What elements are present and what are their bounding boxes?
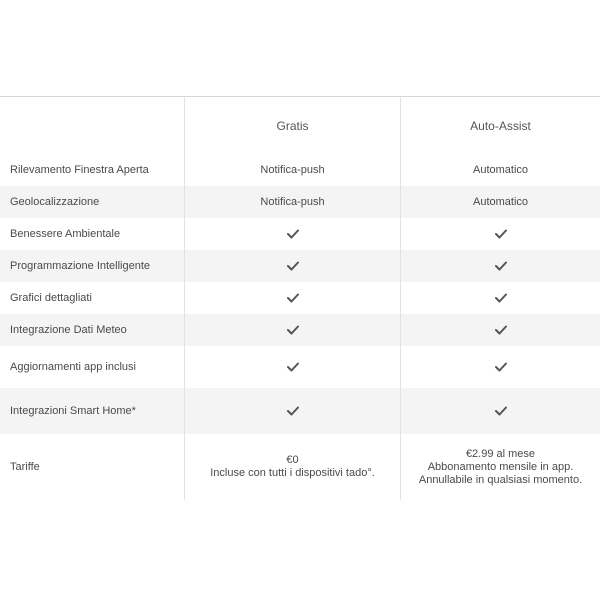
header-empty-cell [0,97,185,155]
table-header-row [0,97,600,155]
check-icon [495,406,507,416]
free-value: Notifica-push [185,186,401,218]
free-value: Notifica-push [185,155,401,186]
table-row [0,250,600,282]
price-note: Incluse con tutti i dispositivi tado°. [210,467,375,479]
header-plan-auto: Auto-Assist [470,118,531,133]
feature-label: Benessere Ambientale [0,218,185,250]
check-icon [287,325,299,335]
table-row [0,314,600,346]
comparison-table [0,96,600,500]
check-icon [495,293,507,303]
table-row [0,155,600,186]
feature-label: Tariffe [0,434,185,500]
feature-label: Rilevamento Finestra Aperta [0,155,185,186]
check-icon [495,261,507,271]
feature-label: Integrazioni Smart Home* [0,388,185,434]
check-icon [287,362,299,372]
check-icon [495,362,507,372]
free-price [185,434,401,500]
check-icon [287,261,299,271]
feature-label: Geolocalizzazione [0,186,185,218]
table-row [0,186,600,218]
check-icon [495,325,507,335]
price-amount: €2.99 al mese [465,447,536,460]
feature-label: Programmazione Intelligente [0,250,185,282]
table-row [0,282,600,314]
auto-value: Automatico [472,195,529,208]
feature-label: Integrazione Dati Meteo [0,314,185,346]
pricing-row [0,434,600,500]
auto-value: Automatico [472,164,529,176]
price-note: Annullabile in qualsiasi momento. [418,473,583,486]
feature-label: Aggiornamenti app inclusi [0,346,185,388]
feature-label: Grafici dettagliati [0,282,185,314]
price-amount: €0 [286,454,299,466]
price-note: Abbonamento mensile in app. [427,460,574,473]
check-icon [287,406,299,416]
check-icon [287,229,299,239]
table-row [0,388,600,434]
table-row [0,218,600,250]
check-icon [287,293,299,303]
auto-price [401,434,600,500]
check-icon [495,229,507,239]
table-row [0,346,600,388]
header-plan-free: Gratis [185,97,401,155]
